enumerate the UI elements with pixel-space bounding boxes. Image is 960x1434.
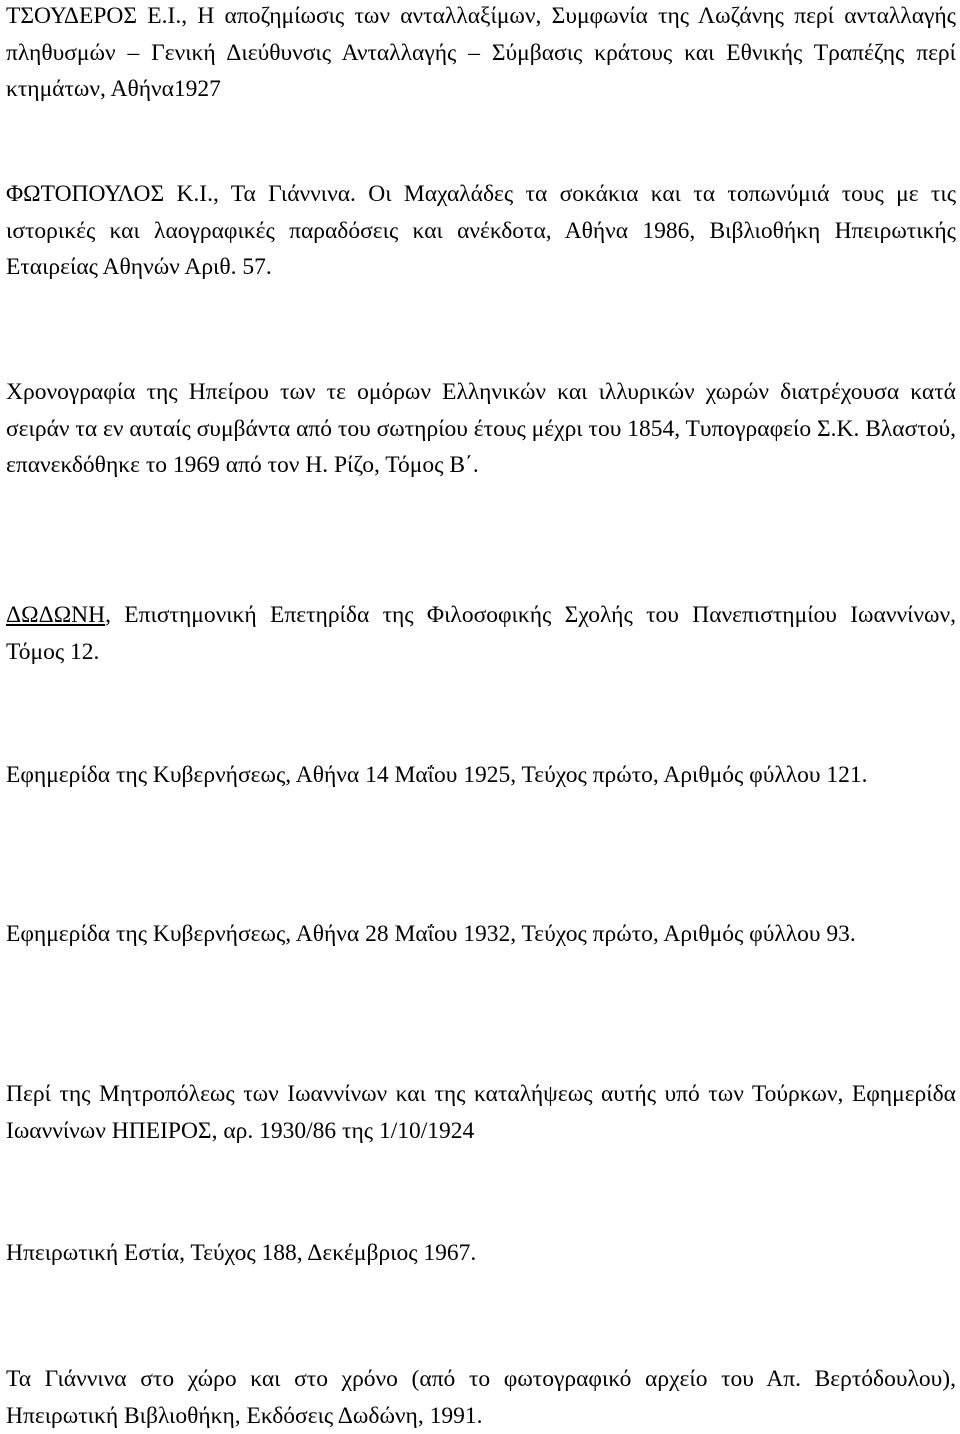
- entry-text: Περί της Μητροπόλεως των Ιωαννίνων και της καταλήψεως αυτής υπό των Τούρκων, Εφημερίδα Ιωαννίνων ΗΠΕΙΡΟΣ, αρ. 1930/86 της 1/10/1924: [6, 1081, 956, 1144]
- entry-text: , Επιστημονική Επετηρίδα της Φιλοσοφικής Σχολής του Πανεπιστημίου Ιωαννίνων, Τόμος 12.: [6, 602, 956, 665]
- bibliography-entry-fek-1932: [6, 916, 956, 953]
- bibliography-entry-fotopoulos: [6, 176, 956, 286]
- entry-text: ΤΣΟΥΔΕΡΟΣ Ε.Ι., Η αποζημίωσις των ανταλλαξίμων, Συμφωνία της Λωζάνης περί ανταλλαγής πληθυσμών – Γενική Διεύθυνσις Ανταλλαγής – Σύμβασις κράτους και Εθνικής Τραπέζης περί κτημάτων, Αθήνα1927: [6, 3, 956, 103]
- bibliography-entry-dodoni: [6, 597, 956, 670]
- bibliography-entry-mitropolis: [6, 1076, 956, 1149]
- entry-text: Ηπειρωτική Εστία, Τεύχος 188, Δεκέμβριος 1967.: [6, 1240, 477, 1266]
- bibliography-entry-giannina-photo-archive: [6, 1361, 956, 1434]
- entry-text: ΦΩΤΟΠΟΥΛΟΣ Κ.Ι., Τα Γιάννινα. Οι Μαχαλάδες τα σοκάκια και τα τοπωνύμιά τους με τις ιστορικές και λαογραφικές παραδόσεις και ανέκδοτα, Αθήνα 1986, Βιβλιοθήκη Ηπειρωτικής Εταιρείας Αθηνών Αριθ. 57.: [6, 181, 956, 281]
- entry-text: Χρονογραφία της Ηπείρου των τε ομόρων Ελληνικών και ιλλυρικών χωρών διατρέχουσα κατά σειράν τα εν αυταίς συμβάντα από του σωτηρίου έτους μέχρι του 1854, Τυπογραφείο Σ.Κ. Βλαστού, επανεκδόθηκε το 1969 από τον Η. Ρίζο, Τόμος Β΄.: [6, 379, 956, 479]
- entry-text: Εφημερίδα της Κυβερνήσεως, Αθήνα 28 Μαΐου 1932, Τεύχος πρώτο, Αριθμός φύλλου 93.: [6, 921, 856, 947]
- entry-journal-title: ΔΩΔΩΝΗ: [6, 602, 106, 628]
- bibliography-entry-tsouderos: [6, 0, 956, 108]
- entry-text: Εφημερίδα της Κυβερνήσεως, Αθήνα 14 Μαΐου 1925, Τεύχος πρώτο, Αριθμός φύλλου 121.: [6, 762, 868, 788]
- bibliography-entry-chronografia: [6, 374, 956, 484]
- bibliography-entry-fek-1925: [6, 757, 956, 794]
- entry-text: Τα Γιάννινα στο χώρο και στο χρόνο (από το φωτογραφικό αρχείο του Απ. Βερτόδουλου), Ηπειρωτική Βιβλιοθήκη, Εκδόσεις Δωδώνη, 1991.: [6, 1366, 956, 1429]
- bibliography-entry-ipeirotiki-estia: [6, 1235, 956, 1272]
